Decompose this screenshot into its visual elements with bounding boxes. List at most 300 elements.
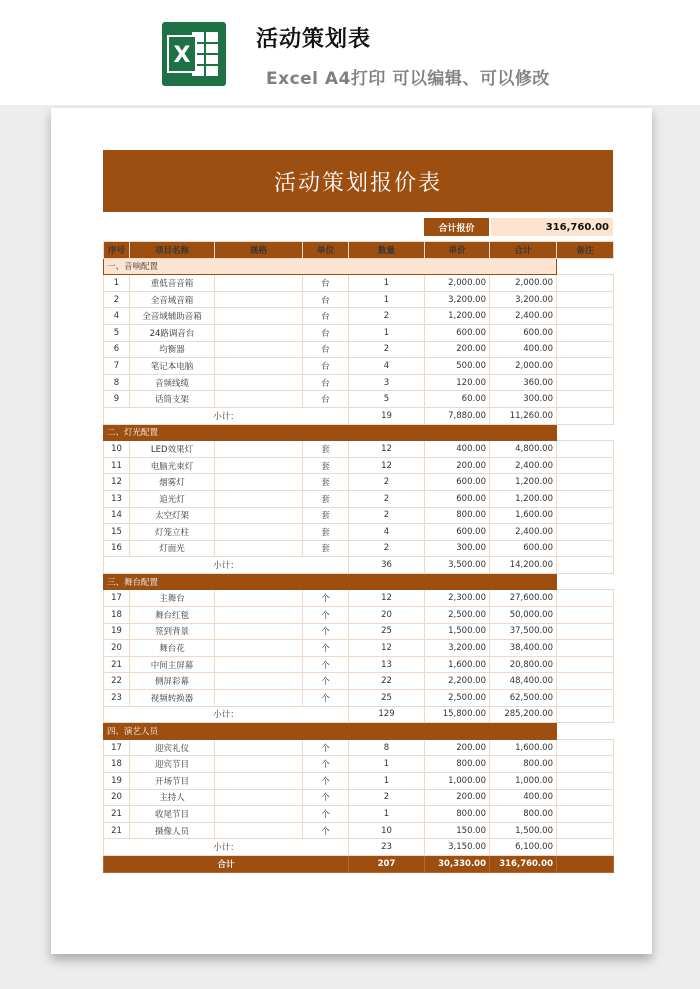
table-cell[interactable]: 6	[104, 341, 130, 358]
table-cell[interactable]: 话筒支架	[130, 391, 215, 408]
table-row	[104, 308, 614, 325]
table-cell[interactable]	[557, 673, 614, 690]
grand-total-amount[interactable]: 316,760.00	[490, 855, 557, 872]
subtotal-label[interactable]: 小计：	[104, 706, 349, 723]
table-cell[interactable]: 舞台花	[130, 640, 215, 657]
sheet-banner: 活动策划报价表	[103, 150, 613, 212]
table-cell[interactable]: 2,000.00	[490, 358, 557, 375]
table-cell[interactable]	[557, 441, 614, 458]
table-cell[interactable]: 4,800.00	[490, 441, 557, 458]
table-cell[interactable]: 600.00	[425, 474, 490, 491]
table-cell[interactable]	[557, 391, 614, 408]
grand-total-quantity[interactable]: 207	[349, 855, 425, 872]
table-cell[interactable]	[215, 341, 303, 358]
section-title[interactable]: 二、灯光配置	[104, 424, 557, 441]
table-cell[interactable]	[215, 806, 303, 823]
table-cell[interactable]: 舞台红毯	[130, 607, 215, 624]
table-cell[interactable]: 1,000.00	[425, 773, 490, 790]
table-cell[interactable]: 个	[303, 590, 349, 607]
table-cell[interactable]	[557, 690, 614, 707]
table-cell[interactable]	[557, 540, 614, 557]
table-cell[interactable]: 20	[104, 789, 130, 806]
table-cell[interactable]: 2,400.00	[490, 308, 557, 325]
table-cell[interactable]: 2,500.00	[425, 607, 490, 624]
table-cell[interactable]	[215, 490, 303, 507]
table-cell[interactable]: 25	[349, 690, 425, 707]
table-cell[interactable]: 5	[349, 391, 425, 408]
table-cell[interactable]: 8	[349, 739, 425, 756]
table-cell[interactable]	[215, 275, 303, 292]
table-cell[interactable]: 800.00	[425, 756, 490, 773]
table-cell[interactable]: 14	[104, 507, 130, 524]
table-cell[interactable]: 300.00	[425, 540, 490, 557]
table-cell[interactable]	[215, 640, 303, 657]
table-cell[interactable]	[557, 308, 614, 325]
table-cell[interactable]: 1,500.00	[425, 623, 490, 640]
table-row	[104, 806, 614, 823]
table-cell[interactable]	[215, 308, 303, 325]
table-cell[interactable]: 烟雾灯	[130, 474, 215, 491]
column-header[interactable]: 单价	[425, 242, 490, 259]
page-subtitle: Excel A4打印 可以编辑、可以修改	[266, 69, 550, 89]
subtotal-amount[interactable]: 285,200.00	[490, 706, 557, 723]
table-cell[interactable]: 1	[349, 773, 425, 790]
table-cell[interactable]: 侧屏彩幕	[130, 673, 215, 690]
table-cell[interactable]: LED效果灯	[130, 441, 215, 458]
table-cell[interactable]	[557, 623, 614, 640]
table-cell[interactable]: 9	[104, 391, 130, 408]
table-cell[interactable]: 19	[104, 623, 130, 640]
table-cell[interactable]: 1,600.00	[425, 656, 490, 673]
table-cell[interactable]: 1,500.00	[490, 822, 557, 839]
table-cell[interactable]: 3,200.00	[490, 291, 557, 308]
section-row	[104, 573, 614, 590]
table-cell[interactable]	[215, 507, 303, 524]
table-cell[interactable]	[557, 789, 614, 806]
table-cell[interactable]: 个	[303, 773, 349, 790]
column-header[interactable]: 规格	[215, 242, 303, 259]
section-title[interactable]: 四、演艺人员	[104, 723, 557, 740]
table-cell[interactable]	[215, 391, 303, 408]
table-row	[104, 275, 614, 292]
table-cell[interactable]	[215, 524, 303, 541]
table-cell[interactable]: 个	[303, 640, 349, 657]
table-cell[interactable]: 个	[303, 656, 349, 673]
table-cell[interactable]	[215, 457, 303, 474]
subtotal-quantity[interactable]: 23	[349, 839, 425, 856]
table-row	[104, 673, 614, 690]
subtotal-unit-price[interactable]: 7,880.00	[425, 407, 490, 424]
table-cell[interactable]: 音频线缆	[130, 374, 215, 391]
table-cell[interactable]: 个	[303, 739, 349, 756]
subtotal-amount[interactable]: 14,200.00	[490, 557, 557, 574]
table-cell[interactable]	[557, 739, 614, 756]
table-cell[interactable]: 台	[303, 275, 349, 292]
table-row	[104, 623, 614, 640]
table-cell[interactable]: 1	[349, 756, 425, 773]
table-cell[interactable]: 个	[303, 806, 349, 823]
table-cell[interactable]: 2	[349, 490, 425, 507]
table-cell[interactable]	[215, 822, 303, 839]
column-header[interactable]: 合计	[490, 242, 557, 259]
table-cell[interactable]: 600.00	[490, 324, 557, 341]
table-cell[interactable]	[557, 806, 614, 823]
table-cell[interactable]: 灯笼立柱	[130, 524, 215, 541]
document-page	[51, 108, 652, 954]
table-cell[interactable]: 24路调音台	[130, 324, 215, 341]
table-row	[104, 291, 614, 308]
table-cell[interactable]	[215, 773, 303, 790]
table-cell[interactable]: 1	[104, 275, 130, 292]
subtotal-unit-price[interactable]: 3,500.00	[425, 557, 490, 574]
table-row	[104, 656, 614, 673]
table-cell[interactable]: 12	[349, 590, 425, 607]
table-cell[interactable]: 1	[349, 275, 425, 292]
table-cell[interactable]: 48,400.00	[490, 673, 557, 690]
column-header[interactable]: 单位	[303, 242, 349, 259]
table-cell[interactable]	[557, 524, 614, 541]
table-cell[interactable]	[215, 656, 303, 673]
table-cell[interactable]: 21	[104, 656, 130, 673]
subtotal-remark[interactable]	[557, 839, 614, 856]
table-cell[interactable]: 800.00	[490, 756, 557, 773]
table-cell[interactable]: 10	[104, 441, 130, 458]
table-cell[interactable]: 2,500.00	[425, 690, 490, 707]
table-row	[104, 324, 614, 341]
grand-total-remark[interactable]	[557, 855, 614, 872]
table-cell[interactable]	[215, 623, 303, 640]
table-cell[interactable]: 10	[349, 822, 425, 839]
section-row	[104, 258, 614, 275]
table-cell[interactable]: 2	[349, 341, 425, 358]
table-cell[interactable]: 台	[303, 391, 349, 408]
table-cell[interactable]: 15	[104, 524, 130, 541]
quote-table	[103, 241, 614, 873]
subtotal-unit-price[interactable]: 15,800.00	[425, 706, 490, 723]
table-cell[interactable]: 个	[303, 690, 349, 707]
table-cell[interactable]: 600.00	[425, 490, 490, 507]
table-cell[interactable]: 12	[104, 474, 130, 491]
table-cell[interactable]: 20	[349, 607, 425, 624]
table-cell[interactable]: 3,200.00	[425, 640, 490, 657]
table-cell[interactable]: 视频转换器	[130, 690, 215, 707]
table-cell[interactable]	[215, 607, 303, 624]
table-cell[interactable]: 17	[104, 739, 130, 756]
table-cell[interactable]	[557, 756, 614, 773]
table-cell[interactable]: 600.00	[490, 540, 557, 557]
grand-total-unit-price[interactable]: 30,330.00	[425, 855, 490, 872]
table-cell[interactable]: 2	[104, 291, 130, 308]
table-cell[interactable]	[215, 441, 303, 458]
table-cell[interactable]	[557, 457, 614, 474]
table-cell[interactable]: 台	[303, 358, 349, 375]
table-row	[104, 507, 614, 524]
table-cell[interactable]: 1	[349, 806, 425, 823]
table-cell[interactable]: 2	[349, 507, 425, 524]
table-cell[interactable]: 27,600.00	[490, 590, 557, 607]
table-cell[interactable]: 均衡器	[130, 341, 215, 358]
table-cell[interactable]	[557, 324, 614, 341]
table-cell[interactable]: 台	[303, 324, 349, 341]
table-cell[interactable]: 主持人	[130, 789, 215, 806]
table-cell[interactable]	[557, 822, 614, 839]
table-cell[interactable]	[215, 756, 303, 773]
table-cell[interactable]	[215, 540, 303, 557]
table-cell[interactable]: 20	[104, 640, 130, 657]
table-cell[interactable]: 套	[303, 507, 349, 524]
table-cell[interactable]: 台	[303, 374, 349, 391]
column-header[interactable]: 数量	[349, 242, 425, 259]
table-cell[interactable]: 个	[303, 822, 349, 839]
table-cell[interactable]	[215, 358, 303, 375]
table-row	[104, 358, 614, 375]
table-row	[104, 690, 614, 707]
table-cell[interactable]: 全音域音箱	[130, 291, 215, 308]
table-cell[interactable]: 13	[104, 490, 130, 507]
table-cell[interactable]: 签到背景	[130, 623, 215, 640]
total-quote-value[interactable]: 316,760.00	[491, 218, 613, 236]
column-header[interactable]: 序号	[104, 242, 130, 259]
table-cell[interactable]: 4	[349, 524, 425, 541]
table-cell[interactable]: 12	[349, 441, 425, 458]
grand-total-label[interactable]: 合计	[104, 855, 349, 872]
subtotal-quantity[interactable]: 19	[349, 407, 425, 424]
table-cell[interactable]: 800.00	[425, 806, 490, 823]
table-row	[104, 822, 614, 839]
table-cell[interactable]: 套	[303, 490, 349, 507]
table-cell[interactable]: 19	[104, 773, 130, 790]
table-header-row	[104, 242, 614, 259]
table-cell[interactable]	[557, 374, 614, 391]
table-cell[interactable]: 2	[349, 540, 425, 557]
table-cell[interactable]	[557, 656, 614, 673]
section-row	[104, 424, 614, 441]
table-cell[interactable]: 重低音音箱	[130, 275, 215, 292]
table-cell[interactable]: 400.00	[490, 341, 557, 358]
table-cell[interactable]: 300.00	[490, 391, 557, 408]
table-row	[104, 773, 614, 790]
table-cell[interactable]: 200.00	[425, 341, 490, 358]
table-cell[interactable]	[215, 590, 303, 607]
page-header	[0, 0, 700, 105]
table-cell[interactable]: 200.00	[425, 457, 490, 474]
table-cell[interactable]: 迎宾节目	[130, 756, 215, 773]
table-cell[interactable]: 400.00	[490, 789, 557, 806]
subtotal-quantity[interactable]: 129	[349, 706, 425, 723]
section-row	[104, 723, 614, 740]
table-cell[interactable]	[215, 324, 303, 341]
table-cell[interactable]: 4	[104, 308, 130, 325]
table-cell[interactable]: 1,200.00	[425, 308, 490, 325]
table-cell[interactable]: 360.00	[490, 374, 557, 391]
table-row	[104, 391, 614, 408]
table-cell[interactable]: 套	[303, 441, 349, 458]
subtotal-quantity[interactable]: 36	[349, 557, 425, 574]
table-cell[interactable]: 50,000.00	[490, 607, 557, 624]
subtotal-remark[interactable]	[557, 706, 614, 723]
table-cell[interactable]: 120.00	[425, 374, 490, 391]
table-cell[interactable]	[557, 590, 614, 607]
table-cell[interactable]: 18	[104, 756, 130, 773]
table-cell[interactable]: 台	[303, 291, 349, 308]
table-cell[interactable]: 中间主屏幕	[130, 656, 215, 673]
table-cell[interactable]: 400.00	[425, 441, 490, 458]
table-cell[interactable]: 2,000.00	[425, 275, 490, 292]
subtotal-remark[interactable]	[557, 557, 614, 574]
table-cell[interactable]: 7	[104, 358, 130, 375]
table-cell[interactable]: 台	[303, 341, 349, 358]
table-cell[interactable]: 个	[303, 756, 349, 773]
table-cell[interactable]: 600.00	[425, 524, 490, 541]
table-cell[interactable]: 2	[349, 474, 425, 491]
table-cell[interactable]	[557, 358, 614, 375]
table-cell[interactable]: 1,600.00	[490, 739, 557, 756]
table-cell[interactable]: 21	[104, 822, 130, 839]
subtotal-unit-price[interactable]: 3,150.00	[425, 839, 490, 856]
table-cell[interactable]: 个	[303, 623, 349, 640]
table-cell[interactable]: 套	[303, 474, 349, 491]
table-cell[interactable]: 1	[349, 324, 425, 341]
column-header[interactable]: 项目名称	[130, 242, 215, 259]
table-cell[interactable]: 17	[104, 590, 130, 607]
table-cell[interactable]: 套	[303, 457, 349, 474]
table-cell[interactable]: 23	[104, 690, 130, 707]
table-cell[interactable]	[557, 507, 614, 524]
table-cell[interactable]: 灯面光	[130, 540, 215, 557]
section-title[interactable]: 三、舞台配置	[104, 573, 557, 590]
table-cell[interactable]: 1	[349, 291, 425, 308]
table-cell[interactable]	[215, 673, 303, 690]
table-row	[104, 540, 614, 557]
table-cell[interactable]: 13	[349, 656, 425, 673]
subtotal-label[interactable]: 小计：	[104, 407, 349, 424]
table-cell[interactable]: 200.00	[425, 739, 490, 756]
table-row	[104, 789, 614, 806]
table-cell[interactable]	[557, 773, 614, 790]
table-cell[interactable]	[215, 474, 303, 491]
table-row	[104, 739, 614, 756]
table-cell[interactable]: 个	[303, 789, 349, 806]
table-cell[interactable]: 8	[104, 374, 130, 391]
table-cell[interactable]: 12	[349, 457, 425, 474]
table-cell[interactable]	[557, 341, 614, 358]
table-cell[interactable]: 3,200.00	[425, 291, 490, 308]
table-row	[104, 607, 614, 624]
table-cell[interactable]: 1,000.00	[490, 773, 557, 790]
subtotal-label[interactable]: 小计：	[104, 557, 349, 574]
table-cell[interactable]: 11	[104, 457, 130, 474]
table-cell[interactable]: 60.00	[425, 391, 490, 408]
table-cell[interactable]: 个	[303, 673, 349, 690]
subtotal-remark[interactable]	[557, 407, 614, 424]
subtotal-label[interactable]: 小计：	[104, 839, 349, 856]
table-cell[interactable]	[215, 789, 303, 806]
table-cell[interactable]: 2	[349, 308, 425, 325]
table-cell[interactable]: 笔记本电脑	[130, 358, 215, 375]
svg-text:X: X	[173, 43, 191, 68]
table-cell[interactable]: 21	[104, 806, 130, 823]
table-cell[interactable]: 800.00	[490, 806, 557, 823]
table-row	[104, 590, 614, 607]
table-cell[interactable]: 150.00	[425, 822, 490, 839]
table-cell[interactable]: 摄像人员	[130, 822, 215, 839]
page-title: 活动策划表	[256, 27, 372, 52]
table-cell[interactable]	[557, 474, 614, 491]
table-cell[interactable]: 12	[349, 640, 425, 657]
table-cell[interactable]: 个	[303, 607, 349, 624]
table-cell[interactable]: 16	[104, 540, 130, 557]
table-cell[interactable]: 收尾节目	[130, 806, 215, 823]
subtotal-row	[104, 706, 614, 723]
table-cell[interactable]: 25	[349, 623, 425, 640]
table-cell[interactable]: 600.00	[425, 324, 490, 341]
section-title[interactable]: 一、音响配置	[104, 258, 557, 275]
table-row	[104, 374, 614, 391]
table-cell[interactable]	[215, 690, 303, 707]
table-cell[interactable]: 3	[349, 374, 425, 391]
table-cell[interactable]: 18	[104, 607, 130, 624]
table-cell[interactable]: 2,300.00	[425, 590, 490, 607]
table-cell[interactable]: 4	[349, 358, 425, 375]
table-cell[interactable]: 主舞台	[130, 590, 215, 607]
subtotal-row	[104, 557, 614, 574]
table-cell[interactable]: 800.00	[425, 507, 490, 524]
table-cell[interactable]: 62,500.00	[490, 690, 557, 707]
table-cell[interactable]: 1,600.00	[490, 507, 557, 524]
table-cell[interactable]: 2	[349, 789, 425, 806]
table-cell[interactable]: 200.00	[425, 789, 490, 806]
table-cell[interactable]: 台	[303, 308, 349, 325]
table-cell[interactable]: 全音域辅助音箱	[130, 308, 215, 325]
table-cell[interactable]: 迎宾礼仪	[130, 739, 215, 756]
table-cell[interactable]: 太空灯架	[130, 507, 215, 524]
table-cell[interactable]: 追光灯	[130, 490, 215, 507]
table-cell[interactable]: 开场节目	[130, 773, 215, 790]
table-cell[interactable]	[215, 739, 303, 756]
subtotal-amount[interactable]: 11,260.00	[490, 407, 557, 424]
table-cell[interactable]: 1,200.00	[490, 490, 557, 507]
table-cell[interactable]: 2,200.00	[425, 673, 490, 690]
table-row	[104, 341, 614, 358]
table-cell[interactable]: 500.00	[425, 358, 490, 375]
table-cell[interactable]: 套	[303, 540, 349, 557]
table-cell[interactable]: 2,000.00	[490, 275, 557, 292]
table-row	[104, 441, 614, 458]
table-cell[interactable]: 38,400.00	[490, 640, 557, 657]
table-cell[interactable]: 20,800.00	[490, 656, 557, 673]
table-cell[interactable]	[557, 607, 614, 624]
subtotal-amount[interactable]: 6,100.00	[490, 839, 557, 856]
table-cell[interactable]	[557, 640, 614, 657]
table-cell[interactable]: 5	[104, 324, 130, 341]
table-cell[interactable]: 套	[303, 524, 349, 541]
table-cell[interactable]: 2,400.00	[490, 457, 557, 474]
column-header[interactable]: 备注	[557, 242, 614, 259]
table-cell[interactable]: 22	[104, 673, 130, 690]
table-cell[interactable]: 22	[349, 673, 425, 690]
table-cell[interactable]	[215, 374, 303, 391]
table-cell[interactable]	[215, 291, 303, 308]
table-cell[interactable]: 2,400.00	[490, 524, 557, 541]
table-cell[interactable]	[557, 291, 614, 308]
table-cell[interactable]	[557, 490, 614, 507]
table-row	[104, 490, 614, 507]
table-cell[interactable]: 37,500.00	[490, 623, 557, 640]
table-cell[interactable]: 1,200.00	[490, 474, 557, 491]
table-cell[interactable]	[557, 275, 614, 292]
table-cell[interactable]: 电脑光束灯	[130, 457, 215, 474]
table-row	[104, 457, 614, 474]
